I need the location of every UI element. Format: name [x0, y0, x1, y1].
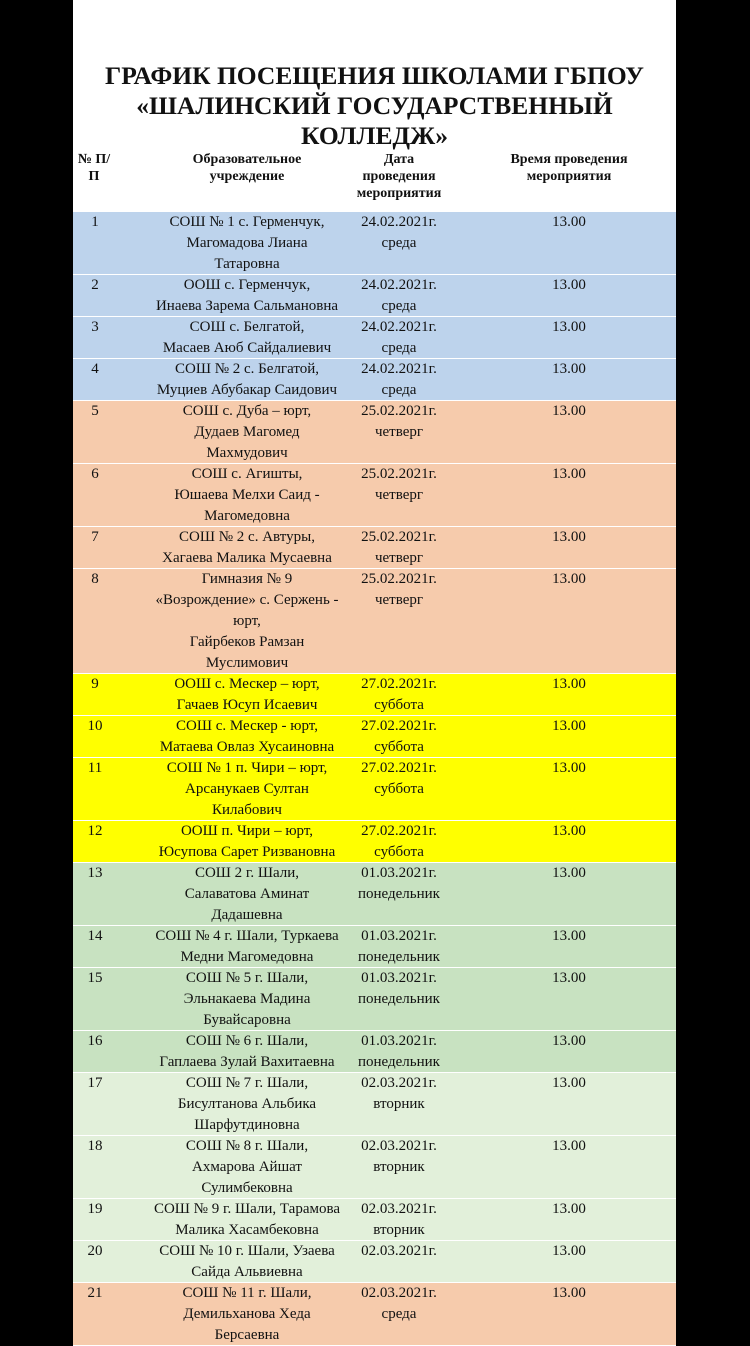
institution-line: СОШ с. Мескер - юрт,	[176, 718, 318, 734]
row-number: 17	[87, 1075, 103, 1091]
table-row	[73, 527, 676, 569]
institution-line: СОШ № 4 г. Шали, Туркаева	[155, 928, 339, 944]
date-line: вторник	[373, 1222, 425, 1238]
row-number: 8	[91, 571, 99, 587]
date-line: понедельник	[358, 949, 440, 965]
table-row	[73, 926, 676, 968]
institution-line: СОШ с. Агишты,	[191, 466, 303, 482]
table-row	[73, 275, 676, 317]
row-institution	[113, 758, 381, 821]
institution-line: Юсупова Сарет Ризвановна	[158, 844, 336, 860]
institution-line: Шарфутдиновна	[194, 1117, 300, 1133]
row-time: 13.00	[552, 760, 586, 776]
table-row	[73, 401, 676, 464]
row-date	[343, 968, 455, 1010]
date-line: вторник	[373, 1096, 425, 1112]
institution-line: Салаватова Аминат	[184, 886, 310, 902]
table-row	[73, 1199, 676, 1241]
table-row	[73, 569, 676, 674]
header-date: Дата проведения мероприятия	[356, 152, 442, 201]
date-line: понедельник	[358, 1054, 440, 1070]
date-line: среда	[381, 298, 417, 314]
institution-line: СОШ с. Дуба – юрт,	[182, 403, 312, 419]
row-institution	[113, 464, 381, 527]
row-time: 13.00	[552, 676, 586, 692]
institution-line: Муциев Абубакар Саидович	[156, 382, 338, 398]
date-line: 27.02.2021г.	[361, 718, 437, 734]
row-date	[343, 359, 455, 401]
institution-line: СОШ № 11 г. Шали,	[182, 1285, 312, 1301]
row-date	[343, 569, 455, 611]
header-num: № П/ П	[77, 152, 111, 184]
table-row	[73, 968, 676, 1031]
row-time: 13.00	[552, 529, 586, 545]
row-date	[343, 863, 455, 905]
table-row	[73, 464, 676, 527]
row-number: 12	[87, 823, 103, 839]
row-date	[343, 674, 455, 716]
institution-line: Юшаева Мелхи Саид -	[174, 487, 320, 503]
date-line: четверг	[374, 487, 424, 503]
date-line: среда	[381, 382, 417, 398]
row-number: 20	[87, 1243, 103, 1259]
row-time: 13.00	[552, 970, 586, 986]
date-line: 24.02.2021г.	[361, 277, 437, 293]
table-row	[73, 716, 676, 758]
row-institution	[113, 275, 381, 317]
row-time: 13.00	[552, 823, 586, 839]
row-institution	[113, 359, 381, 401]
institution-line: ООШ п. Чири – юрт,	[180, 823, 314, 839]
row-time: 13.00	[552, 928, 586, 944]
institution-line: Татаровна	[214, 256, 280, 272]
date-line: 27.02.2021г.	[361, 823, 437, 839]
row-time: 13.00	[552, 1075, 586, 1091]
row-time: 13.00	[552, 277, 586, 293]
institution-line: СОШ с. Белгатой,	[189, 319, 305, 335]
row-institution	[113, 863, 381, 926]
row-number: 11	[87, 760, 103, 776]
row-date	[343, 212, 455, 254]
institution-line: Хагаева Малика Мусаевна	[162, 550, 332, 566]
row-institution	[113, 1199, 381, 1241]
row-time: 13.00	[552, 466, 586, 482]
row-number: 2	[91, 277, 99, 293]
date-line: 24.02.2021г.	[361, 361, 437, 377]
row-time: 13.00	[552, 571, 586, 587]
header-institution: Образовательное учреждение	[192, 152, 302, 184]
row-date	[343, 758, 455, 800]
row-institution	[113, 1031, 381, 1073]
institution-line: Бисултанова Альбика	[177, 1096, 317, 1112]
institution-line: ООШ с. Мескер – юрт,	[174, 676, 320, 692]
institution-line: Сулимбековна	[201, 1180, 293, 1196]
institution-line: Медни Магомедовна	[180, 949, 314, 965]
institution-line: СОШ № 1 п. Чири – юрт,	[166, 760, 328, 776]
document-page	[73, 0, 676, 1343]
date-line: суббота	[374, 844, 424, 860]
institution-line: Дадашевна	[211, 907, 283, 923]
institution-line: Магомадова Лиана	[186, 235, 308, 251]
date-line: 01.03.2021г.	[361, 928, 437, 944]
institution-line: Матаева Овлаз Хусаиновна	[159, 739, 335, 755]
date-line: понедельник	[358, 991, 440, 1007]
institution-line: Магомедовна	[204, 508, 290, 524]
title-line: КОЛЛЕДЖ»	[301, 121, 448, 150]
date-line: вторник	[373, 1159, 425, 1175]
row-time: 13.00	[552, 1201, 586, 1217]
row-date	[343, 716, 455, 758]
institution-line: Масаев Аюб Сайдалиевич	[162, 340, 332, 356]
table-row	[73, 359, 676, 401]
row-number: 9	[91, 676, 99, 692]
table-header	[73, 151, 676, 211]
date-line: 25.02.2021г.	[361, 403, 437, 419]
date-line: 27.02.2021г.	[361, 676, 437, 692]
institution-line: юрт,	[233, 613, 261, 629]
table-row	[73, 821, 676, 863]
row-institution	[113, 317, 381, 359]
row-time: 13.00	[552, 865, 586, 881]
row-number: 19	[87, 1201, 103, 1217]
institution-line: Арсанукаев Султан	[185, 781, 309, 797]
title-line: ГРАФИК ПОСЕЩЕНИЯ ШКОЛАМИ ГБПОУ	[105, 61, 644, 90]
row-date	[343, 527, 455, 569]
institution-line: Дудаев Магомед	[194, 424, 300, 440]
row-number: 10	[87, 718, 103, 734]
row-institution	[113, 569, 381, 674]
row-number: 6	[91, 466, 99, 482]
row-date	[343, 1199, 455, 1241]
institution-line: СОШ № 6 г. Шали,	[185, 1033, 309, 1049]
document-title	[73, 61, 676, 151]
institution-line: СОШ № 5 г. Шали,	[185, 970, 309, 986]
row-institution	[113, 212, 381, 275]
row-number: 14	[87, 928, 103, 944]
date-line: понедельник	[358, 886, 440, 902]
table-row	[73, 674, 676, 716]
institution-line: СОШ № 8 г. Шали,	[185, 1138, 309, 1154]
institution-line: «Возрождение» с. Сержень -	[155, 592, 339, 608]
title-line: «ШАЛИНСКИЙ ГОСУДАРСТВЕННЫЙ	[136, 91, 613, 120]
row-institution	[113, 821, 381, 863]
row-date	[343, 275, 455, 317]
table-row	[73, 1241, 676, 1283]
institution-line: Гайрбеков Рамзан	[189, 634, 305, 650]
table-row	[73, 1136, 676, 1199]
row-institution	[113, 968, 381, 1031]
row-number: 16	[87, 1033, 103, 1049]
institution-line: Муслимович	[205, 655, 289, 671]
institution-line: СОШ № 7 г. Шали,	[185, 1075, 309, 1091]
date-line: 02.03.2021г.	[361, 1243, 437, 1259]
row-date	[343, 926, 455, 968]
table-row	[73, 317, 676, 359]
institution-line: СОШ № 2 с. Автуры,	[179, 529, 315, 545]
row-number: 1	[91, 214, 99, 230]
row-time: 13.00	[552, 214, 586, 230]
institution-line: Демильханова Хеда	[183, 1306, 311, 1322]
institution-line: Сайда Альвиевна	[191, 1264, 303, 1280]
institution-line: Инаева Зарема Сальмановна	[155, 298, 339, 314]
row-date	[343, 1241, 455, 1262]
row-time: 13.00	[552, 1033, 586, 1049]
row-date	[343, 317, 455, 359]
row-time: 13.00	[552, 1138, 586, 1154]
row-institution	[113, 1241, 381, 1283]
institution-line: Махмудович	[206, 445, 288, 461]
institution-line: Гаплаева Зулай Вахитаевна	[159, 1054, 335, 1070]
row-date	[343, 401, 455, 443]
institution-line: СОШ № 9 г. Шали, Тарамова	[153, 1201, 341, 1217]
row-number: 4	[91, 361, 99, 377]
row-date	[343, 1031, 455, 1073]
table-row	[73, 1031, 676, 1073]
date-line: 27.02.2021г.	[361, 760, 437, 776]
row-institution	[113, 401, 381, 464]
row-number: 18	[87, 1138, 103, 1154]
row-institution	[113, 1283, 381, 1346]
table-row	[73, 1283, 676, 1346]
row-number: 5	[91, 403, 99, 419]
table-row	[73, 863, 676, 926]
date-line: 02.03.2021г.	[361, 1285, 437, 1301]
institution-line: Малика Хасамбековна	[175, 1222, 319, 1238]
institution-line: Эльнакаева Мадина	[183, 991, 311, 1007]
row-time: 13.00	[552, 1285, 586, 1301]
row-time: 13.00	[552, 361, 586, 377]
date-line: 02.03.2021г.	[361, 1201, 437, 1217]
institution-line: Гимназия № 9	[201, 571, 293, 587]
row-time: 13.00	[552, 403, 586, 419]
institution-line: СОШ 2 г. Шали,	[194, 865, 300, 881]
row-institution	[113, 1136, 381, 1199]
row-date	[343, 1283, 455, 1325]
institution-line: СОШ № 2 с. Белгатой,	[174, 361, 319, 377]
date-line: 25.02.2021г.	[361, 466, 437, 482]
row-institution	[113, 926, 381, 968]
date-line: четверг	[374, 592, 424, 608]
row-institution	[113, 527, 381, 569]
row-date	[343, 1073, 455, 1115]
date-line: 02.03.2021г.	[361, 1075, 437, 1091]
date-line: 24.02.2021г.	[361, 319, 437, 335]
date-line: четверг	[374, 550, 424, 566]
row-date	[343, 464, 455, 506]
row-institution	[113, 716, 381, 758]
row-number: 15	[87, 970, 103, 986]
date-line: 01.03.2021г.	[361, 865, 437, 881]
table-row	[73, 758, 676, 821]
date-line: 24.02.2021г.	[361, 214, 437, 230]
date-line: среда	[381, 340, 417, 356]
row-date	[343, 821, 455, 863]
institution-line: Гачаев Юсуп Исаевич	[176, 697, 318, 713]
date-line: 25.02.2021г.	[361, 571, 437, 587]
institution-line: СОШ № 10 г. Шали, Узаева	[159, 1243, 335, 1259]
date-line: суббота	[374, 739, 424, 755]
table-row	[73, 212, 676, 275]
date-line: суббота	[374, 781, 424, 797]
row-institution	[113, 674, 381, 716]
institution-line: Бувайсаровна	[203, 1012, 291, 1028]
row-time: 13.00	[552, 718, 586, 734]
date-line: 25.02.2021г.	[361, 529, 437, 545]
table-row	[73, 1073, 676, 1136]
date-line: четверг	[374, 424, 424, 440]
header-time: Время проведения мероприятия	[510, 152, 628, 184]
institution-line: СОШ № 1 с. Герменчук,	[169, 214, 325, 230]
row-number: 13	[87, 865, 103, 881]
row-institution	[113, 1073, 381, 1136]
row-time: 13.00	[552, 1243, 586, 1259]
date-line: среда	[381, 235, 417, 251]
date-line: 02.03.2021г.	[361, 1138, 437, 1154]
date-line: суббота	[374, 697, 424, 713]
date-line: 01.03.2021г.	[361, 1033, 437, 1049]
institution-line: Килабович	[212, 802, 282, 818]
row-date	[343, 1136, 455, 1178]
row-time: 13.00	[552, 319, 586, 335]
row-number: 21	[87, 1285, 103, 1301]
date-line: среда	[381, 1306, 417, 1322]
row-number: 3	[91, 319, 99, 335]
row-number: 7	[91, 529, 99, 545]
institution-line: ООШ с. Герменчук,	[183, 277, 311, 293]
institution-line: Ахмарова Айшат	[192, 1159, 302, 1175]
date-line: 01.03.2021г.	[361, 970, 437, 986]
institution-line: Берсаевна	[214, 1327, 280, 1343]
